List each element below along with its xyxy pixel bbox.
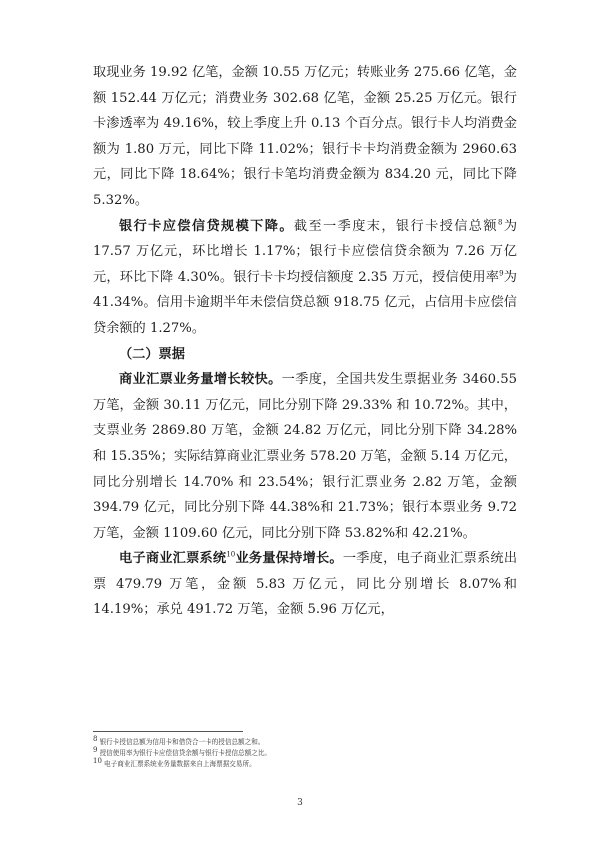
footnote-mark: 10 (93, 756, 102, 765)
section-heading: （二）票据 (119, 346, 185, 362)
body-text (93, 60, 517, 623)
paragraph-card-credit (93, 214, 517, 342)
paragraph-lead: 业务量保持增长。 (235, 551, 343, 567)
footnote-item (93, 734, 517, 748)
paragraph-text: 一季度，电子商业汇票系统出票 479.79 万笔，金额 5.83 万亿元，同比分别增长 8.07%和 14.19%；承兑 491.72 万笔，金额 5.96 万亿元， (93, 551, 518, 618)
footnote-text: 银行卡授信总额为信用卡和借贷合一卡的授信总额之和。 (99, 738, 265, 746)
paragraph-lead: 商业汇票业务量增长较快。 (119, 372, 282, 388)
paragraph-lead: 电子商业汇票系统 (119, 551, 227, 567)
paragraph-lead: 银行卡应偿信贷规模下降。 (119, 218, 294, 234)
footnote-text: 授信使用率为银行卡应偿信贷余额与银行卡授信总额之比。 (99, 749, 272, 757)
paragraph-text: 一季度，全国共发生票据业务 3460.55 万笔，金额 30.11 万亿元，同比分别下降 29.33% 和 10.72%。其中，支票业务 2869.80 万笔，金额 24.82 万亿元，同比分别下降 34.28%和 15.35%；实际结算商业汇票业务 578.20 万笔，金额 5.14 万亿元，同比分别增长 14.70% 和 23.54%；银行汇票业务 2.82 万笔，金额 394.79 亿元，同比分别下降 44.38%和 21.73%；银行本票业务 9.72 万笔，金额 1109.60 亿元，同比分别下降 53.82%和 42.21%。 (93, 372, 517, 541)
footnote-ref: 8 (497, 218, 503, 227)
paragraph-commercial-bills (93, 367, 517, 546)
footnote-ref: 9 (499, 269, 504, 278)
paragraph-text: 为 41.34%。信用卡逾期半年未偿信贷总额 918.75 亿元，占信用卡应偿信贷余额的 1.27%。 (93, 269, 517, 336)
footnotes (93, 734, 517, 770)
paragraph-text: 截至一季度末，银行卡授信总额 (293, 218, 498, 234)
footnote-text: 电子商业汇票系统业务量数据来自上海票据交易所。 (104, 760, 256, 768)
paragraph-card-transactions (93, 60, 517, 214)
footnote-item (93, 756, 517, 770)
footnote-mark: 8 (93, 734, 98, 743)
footnote-item (93, 745, 517, 759)
footnote-ref: 10 (226, 550, 236, 559)
paragraph-electronic-bills (93, 546, 517, 623)
footnote-mark: 9 (93, 745, 98, 754)
footnote-divider (93, 731, 243, 732)
paragraph-text: 为 17.57 万亿元，环比增长 1.17%；银行卡应偿信贷余额为 7.26 万亿元，环比下降 4.30%。银行卡卡均授信额度 2.35 万元，授信使用率 (93, 218, 518, 285)
paragraph-text: 取现业务 19.92 亿笔，金额 10.55 万亿元；转账业务 275.66 亿笔，金额 152.44 万亿元；消费业务 302.68 亿笔，金额 25.25 万亿元。银行卡渗透率为 49.16%，较上季度上升 0.13 个百分点。银行卡人均消费金额为 1.80 万元，同比下降 11.02%；银行卡卡均消费金额为 2960.63 元，同比下降 18.64%；银行卡笔均消费金额为 834.20 元，同比下降 5.32%。 (93, 65, 517, 208)
page-number: 3 (297, 798, 303, 808)
